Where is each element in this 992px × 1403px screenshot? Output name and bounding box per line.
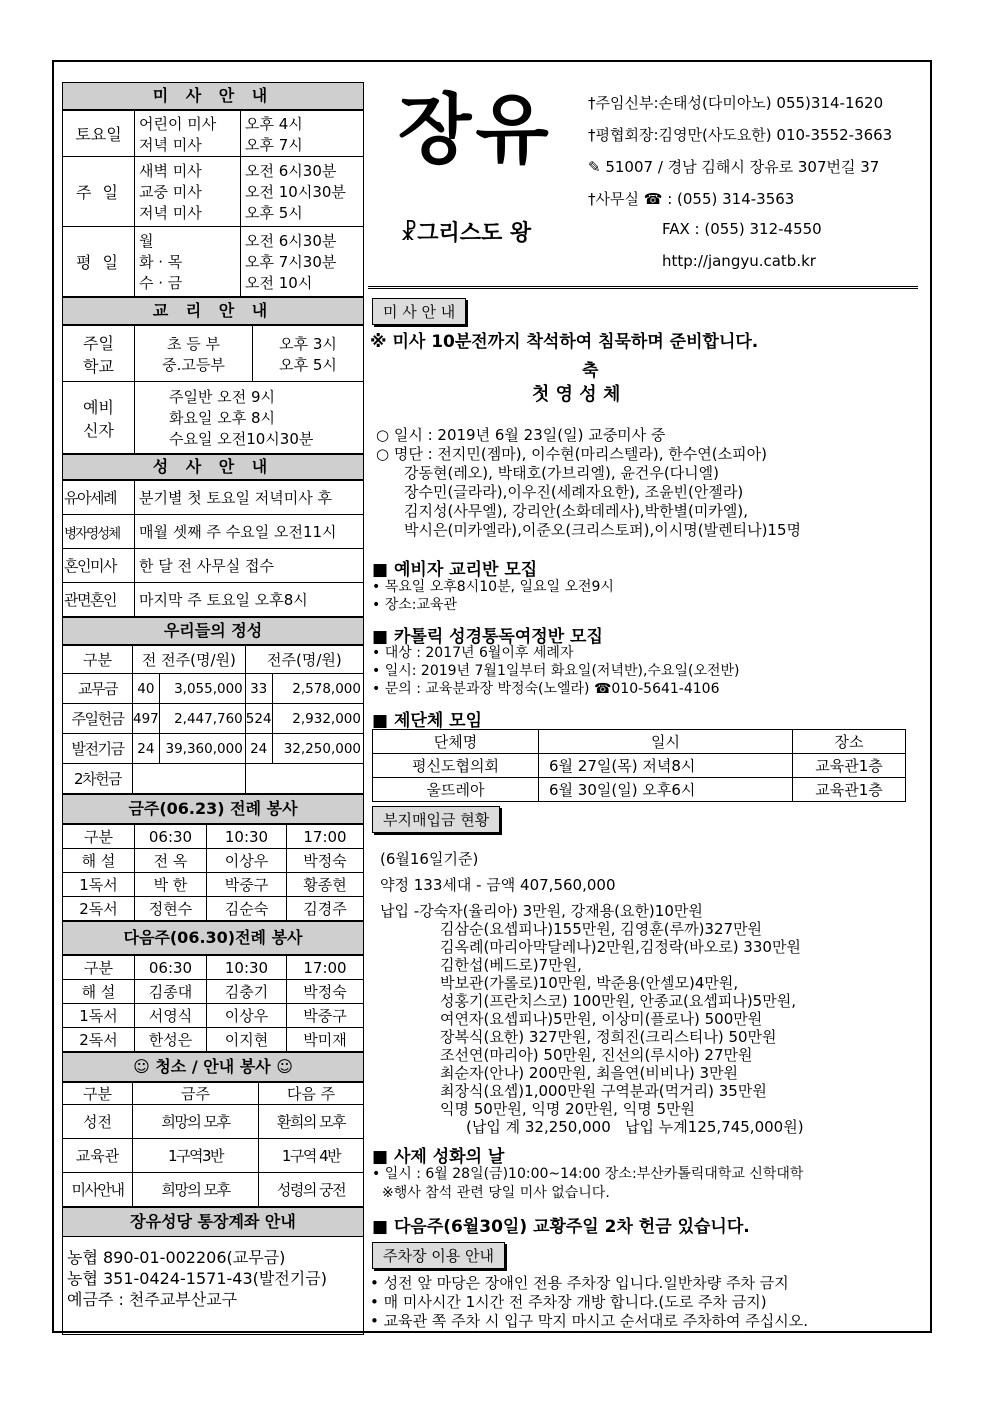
offering-row: [63, 704, 364, 734]
catechumen-row: [63, 382, 364, 454]
offering-col: 구분: [63, 646, 133, 674]
service-person: 김경주: [287, 897, 364, 921]
first-communion-list: 김지성(사무엘), 강리안(소화데레사),박한별(미카엘),: [404, 502, 748, 520]
land-fund-line: 최순자(안나) 200만원, 최을연(비비나) 3만원: [440, 1064, 739, 1082]
bible-detail: • 문의 : 교육분과장 박정숙(노엘라) ☎010-5641-4106: [372, 681, 720, 697]
sacrament-row: [63, 481, 364, 515]
service-head-row: [63, 956, 364, 980]
service-person: 박미재: [287, 1028, 364, 1052]
service-role: 1독서: [63, 1004, 135, 1028]
offering-header: 우리들의 정성: [62, 617, 364, 645]
service-role: 2독서: [63, 897, 135, 921]
catechumen-label: 예비: [83, 397, 114, 417]
first-communion-date: ○ 일시 : 2019년 6월 23일(일) 교중미사 중: [376, 426, 666, 444]
service-col: 06:30: [135, 825, 207, 849]
offering-table: [62, 645, 364, 794]
cleaning-head-row: [63, 1083, 364, 1105]
service-row: [63, 980, 364, 1004]
cleaning-row: [63, 1173, 364, 1207]
offering-amount: 39,360,000: [159, 734, 245, 764]
land-fund-pledge: 약정 133세대 - 금액 407,560,000: [380, 876, 616, 894]
mass-time: 오후 7시30분: [245, 253, 337, 271]
next-offering-notice: ■ 다음주(6월30일) 교황주일 2차 헌금 있습니다.: [372, 1217, 750, 1237]
service-col: 10:30: [207, 956, 287, 980]
service-person: 박중구: [287, 1004, 364, 1028]
this-week-header: 금주(06.23) 전례 봉사: [62, 794, 364, 824]
cleaning-team: 성령의 궁전: [259, 1173, 364, 1207]
first-communion-list: 박시은(미카엘라),이준오(크리스토퍼),이시명(발렌티나)15명: [404, 521, 802, 539]
groups-section-title: ■ 제단체 모임: [372, 711, 483, 731]
sacrament-row: [63, 515, 364, 549]
sacrament-table: [62, 480, 364, 617]
group-name: 울뜨레아: [373, 778, 539, 802]
offering-col: 전 전주(명/원): [133, 646, 246, 674]
mass-info-label: 미 사 안 내: [372, 298, 466, 325]
service-person: 김순숙: [207, 897, 287, 921]
parking-rule: • 교육관 쪽 주차 시 입구 막지 마시고 순서대로 주차하여 주십시오.: [370, 1312, 809, 1330]
catechumen-detail: • 목요일 오후8시10분, 일요일 오전9시: [372, 579, 614, 595]
sacrament-header: 성 사 안 내: [62, 454, 364, 480]
service-col: 10:30: [207, 825, 287, 849]
land-fund-line: 김옥례(마리아막달레나)2만원,김정락(바오로) 330만원: [440, 938, 801, 956]
offering-count: 24: [245, 734, 272, 764]
mass-row: [63, 157, 364, 227]
mass-time: 오후 5시: [245, 204, 303, 222]
service-person: 박정숙: [287, 980, 364, 1004]
catechumen-section-title: ■ 예비자 교리반 모집: [372, 560, 538, 580]
this-week-table: [62, 824, 364, 921]
account-box: [62, 1237, 364, 1335]
congrats-text: 축: [582, 361, 599, 381]
cleaning-team: 희망의 모후: [133, 1105, 259, 1139]
first-communion-list: ○ 명단 : 전지민(젬마), 이수현(마리스텔라), 한수연(소피아): [376, 445, 767, 463]
next-week-table: [62, 955, 364, 1052]
service-role: 2독서: [63, 1028, 135, 1052]
land-fund-line: 박보관(가롤로)10만원, 박준용(안셀모)4만원,: [440, 974, 739, 992]
land-fund-line: 김삼순(요셉피나)155만원, 김영훈(루까)327만원: [440, 920, 763, 938]
land-fund-date: (6월16일기준): [380, 850, 479, 868]
service-col: 구분: [63, 956, 135, 980]
sunday-school-label: 학교: [83, 356, 114, 376]
bible-section-title: ■ 카톨릭 성경통독여정반 모집: [372, 627, 603, 647]
bulletin-subtitle: ☧그리스도 왕: [400, 221, 532, 246]
service-person: 한성은: [135, 1028, 207, 1052]
school-time: 오후 3시: [279, 334, 337, 353]
groups-row: [373, 778, 906, 802]
mass-time: 오후 7시: [245, 135, 303, 154]
account-line: 농협 351-0424-1571-43(발전기금): [67, 1269, 327, 1288]
offering-count: 33: [245, 674, 272, 704]
priest-day-title: ■ 사제 성화의 날: [372, 1147, 505, 1167]
offering-head-row: [63, 646, 364, 674]
offering-name: 2차헌금: [63, 764, 133, 794]
offering-col: 전주(명/원): [245, 646, 363, 674]
land-fund-line: 익명 50만원, 익명 20만원, 익명 5만원: [440, 1100, 695, 1118]
mass-name: 저녁 미사: [139, 204, 202, 222]
groups-col: 장소: [793, 730, 906, 754]
land-fund-line: 장복식(요한) 327만원, 정희진(크리스티나) 50만원: [440, 1028, 777, 1046]
account-line: 농협 890-01-002206(교무금): [67, 1248, 286, 1267]
offering-row: [63, 674, 364, 704]
mass-name: 교중 미사: [139, 183, 202, 201]
service-col: 17:00: [287, 825, 364, 849]
cleaning-col: 구분: [63, 1083, 133, 1105]
cleaning-table: [62, 1082, 364, 1207]
mass-day: 주 일: [63, 157, 135, 227]
mass-name: 새벽 미사: [139, 162, 202, 180]
service-person: 박 한: [135, 873, 207, 897]
parking-rule: • 성전 앞 마당은 장애인 전용 주차장 입니다.일반차량 주차 금지: [370, 1274, 789, 1292]
service-role: 해 설: [63, 980, 135, 1004]
groups-col: 단체명: [373, 730, 539, 754]
masthead-divider: [368, 286, 918, 289]
school-group: 중.고등부: [162, 355, 225, 374]
catechumen-label: 신자: [83, 420, 114, 440]
school-group: 초 등 부: [166, 334, 220, 353]
service-person: 이지현: [207, 1028, 287, 1052]
cleaning-col: 금주: [133, 1083, 259, 1105]
mass-day: 토요일: [63, 111, 135, 157]
land-fund-line: 성홍기(프란치스코) 100만원, 안종교(요셉피나)5만원,: [440, 992, 796, 1010]
service-role: 해 설: [63, 849, 135, 873]
left-column: [62, 82, 364, 1335]
offering-amount: [245, 764, 363, 794]
group-where: 교육관1층: [793, 754, 906, 778]
cleaning-team: 환희의 모후: [259, 1105, 364, 1139]
land-fund-line: 조선연(마리아) 50만원, 진선의(루시아) 27만원: [440, 1046, 753, 1064]
groups-table: [372, 729, 906, 802]
president-info: †평협회장:김영만(사도요한) 010-3552-3663: [588, 126, 893, 144]
sacrament-name: 병자영성체: [63, 515, 135, 549]
sacrament-name: 혼인미사: [63, 549, 135, 583]
sacrament-row: [63, 549, 364, 583]
mass-name: 월: [139, 232, 154, 250]
pastor-info: †주임신부:손태성(다미아노) 055)314-1620: [588, 94, 884, 112]
service-person: 김충기: [207, 980, 287, 1004]
mass-day: 평 일: [63, 227, 135, 297]
next-week-header: 다음주(06.30)전례 봉사: [62, 921, 364, 955]
account-header: 장유성당 통장계좌 안내: [62, 1207, 364, 1237]
offering-row: [63, 764, 364, 794]
groups-row: [373, 754, 906, 778]
cleaning-team: 1구역 4반: [259, 1139, 364, 1173]
service-row: [63, 897, 364, 921]
catechumen-line: 수요일 오전10시30분: [169, 430, 314, 448]
service-person: 서영식: [135, 1004, 207, 1028]
mass-name: 어린이 미사: [139, 114, 217, 133]
catechism-table: [62, 325, 364, 454]
sacrament-desc: 분기별 첫 토요일 저녁미사 후: [135, 481, 364, 515]
service-person: 정현수: [135, 897, 207, 921]
parking-label: 주차장 이용 안내: [372, 1242, 505, 1269]
groups-head-row: [373, 730, 906, 754]
service-role: 1독서: [63, 873, 135, 897]
cleaning-col: 다음 주: [259, 1083, 364, 1105]
land-fund-label: 부지매입금 현황: [372, 806, 500, 833]
sunday-school-label: 주일: [83, 333, 114, 353]
cleaning-team: 1구역3반: [133, 1139, 259, 1173]
parking-rule: • 매 미사시간 1시간 전 주차장 개방 합니다.(도로 주차 금지): [370, 1293, 767, 1311]
fax-number: FAX : (055) 312-4550: [662, 220, 822, 238]
offering-name: 주일헌금: [63, 704, 133, 734]
service-col: 06:30: [135, 956, 207, 980]
land-fund-line: 납입 -강숙자(율리아) 3만원, 강재용(요한)10만원: [380, 902, 703, 920]
service-row: [63, 873, 364, 897]
first-communion-list: 장수민(글라라),이우진(세례자요한), 조윤빈(안젤라): [404, 483, 744, 501]
catechumen-line: 주일반 오전 9시: [169, 388, 276, 406]
cleaning-header: ☺ 청소 / 안내 봉사 ☺: [62, 1052, 364, 1082]
offering-amount: 2,932,000: [272, 704, 363, 734]
land-fund-line: 여연자(요셉피나)5만원, 이상미(플로나) 500만원: [440, 1010, 763, 1028]
sacrament-desc: 한 달 전 사무실 접수: [135, 549, 364, 583]
service-person: 전 옥: [135, 849, 207, 873]
first-communion-title: 첫 영 성 체: [532, 384, 621, 405]
offering-row: [63, 734, 364, 764]
service-person: 황종현: [287, 873, 364, 897]
service-person: 김종대: [135, 980, 207, 1004]
groups-col: 일시: [539, 730, 793, 754]
cleaning-row: [63, 1105, 364, 1139]
catechumen-line: 화요일 오후 8시: [169, 409, 276, 427]
cleaning-place: 성전: [63, 1105, 133, 1139]
service-person: 이상우: [207, 849, 287, 873]
mass-time: 오전 6시30분: [245, 162, 337, 180]
mass-table: [62, 110, 364, 297]
offering-name: 발전기금: [63, 734, 133, 764]
sacrament-row: [63, 583, 364, 617]
service-col: 구분: [63, 825, 135, 849]
catechism-header: 교 리 안 내: [62, 297, 364, 325]
land-fund-line: 최장식(요셉)1,000만원 구역분과(먹거리) 35만원: [440, 1082, 767, 1100]
land-fund-total: (납입 계 32,250,000 납입 누계125,745,000원): [466, 1118, 804, 1136]
mass-time: 오후 4시: [245, 114, 303, 133]
priest-day-detail: • 일시 : 6월 28일(금)10:00~14:00 장소:부산카톨릭대학교 신학대학: [372, 1166, 804, 1182]
service-row: [63, 1004, 364, 1028]
group-name: 평신도협의회: [373, 754, 539, 778]
mass-name: 수 · 금: [139, 274, 183, 292]
group-when: 6월 27일(목) 저녁8시: [539, 754, 793, 778]
priest-day-detail: ※행사 참석 관련 당일 미사 없습니다.: [382, 1185, 610, 1201]
service-person: 박중구: [207, 873, 287, 897]
bulletin-title: 장유: [398, 85, 553, 174]
mass-row: [63, 111, 364, 157]
offering-name: 교무금: [63, 674, 133, 704]
account-line: 예금주 : 천주교부산교구: [67, 1290, 238, 1309]
cleaning-team: 희망의 모후: [133, 1173, 259, 1207]
offering-count: 24: [133, 734, 160, 764]
sacrament-name: 관면혼인: [63, 583, 135, 617]
sunday-school-row: [63, 326, 364, 382]
office-phone: †사무실 ☎ : (055) 314-3563: [588, 190, 795, 208]
offering-amount: 32,250,000: [272, 734, 363, 764]
mass-name: 화 · 목: [139, 253, 183, 271]
bible-detail: • 대상 : 2017년 6월이후 세례자: [372, 645, 574, 661]
group-where: 교육관1층: [793, 778, 906, 802]
cleaning-place: 미사안내: [63, 1173, 133, 1207]
offering-amount: 2,447,760: [159, 704, 245, 734]
mass-header: 미 사 안 내: [62, 82, 364, 110]
service-head-row: [63, 825, 364, 849]
mass-time: 오전 6시30분: [245, 232, 337, 250]
mass-time: 오전 10시30분: [245, 183, 346, 201]
sacrament-desc: 매월 셋째 주 수요일 오전11시: [135, 515, 364, 549]
school-time: 오후 5시: [279, 355, 337, 374]
offering-count: 524: [245, 704, 272, 734]
group-when: 6월 30일(일) 오후6시: [539, 778, 793, 802]
service-col: 17:00: [287, 956, 364, 980]
bible-detail: • 일시: 2019년 7월1일부터 화요일(저녁반),수요일(오전반): [372, 663, 740, 679]
service-row: [63, 1028, 364, 1052]
mass-row: [63, 227, 364, 297]
offering-amount: 3,055,000: [159, 674, 245, 704]
service-person: 이상우: [207, 1004, 287, 1028]
mass-notice: ※ 미사 10분전까지 착석하여 침묵하며 준비합니다.: [370, 332, 759, 352]
address-info: ✎ 51007 / 경남 김해시 장유로 307번길 37: [588, 158, 880, 176]
offering-count: 40: [133, 674, 160, 704]
website-url[interactable]: http://jangyu.catb.kr: [662, 252, 816, 270]
offering-amount: 2,578,000: [272, 674, 363, 704]
land-fund-line: 김한섭(베드로)7만원,: [440, 956, 582, 974]
sacrament-desc: 마지막 주 토요일 오후8시: [135, 583, 364, 617]
mass-time: 오전 10시: [245, 274, 313, 292]
mass-name: 저녁 미사: [139, 135, 202, 154]
service-row: [63, 849, 364, 873]
sacrament-name: 유아세례: [63, 481, 135, 515]
cleaning-place: 교육관: [63, 1139, 133, 1173]
service-person: 박정숙: [287, 849, 364, 873]
offering-amount: [133, 764, 246, 794]
offering-count: 497: [133, 704, 160, 734]
catechumen-detail: • 장소:교육관: [372, 597, 458, 613]
first-communion-list: 강동현(레오), 박태호(가브리엘), 윤건우(다니엘): [404, 464, 720, 482]
cleaning-row: [63, 1139, 364, 1173]
